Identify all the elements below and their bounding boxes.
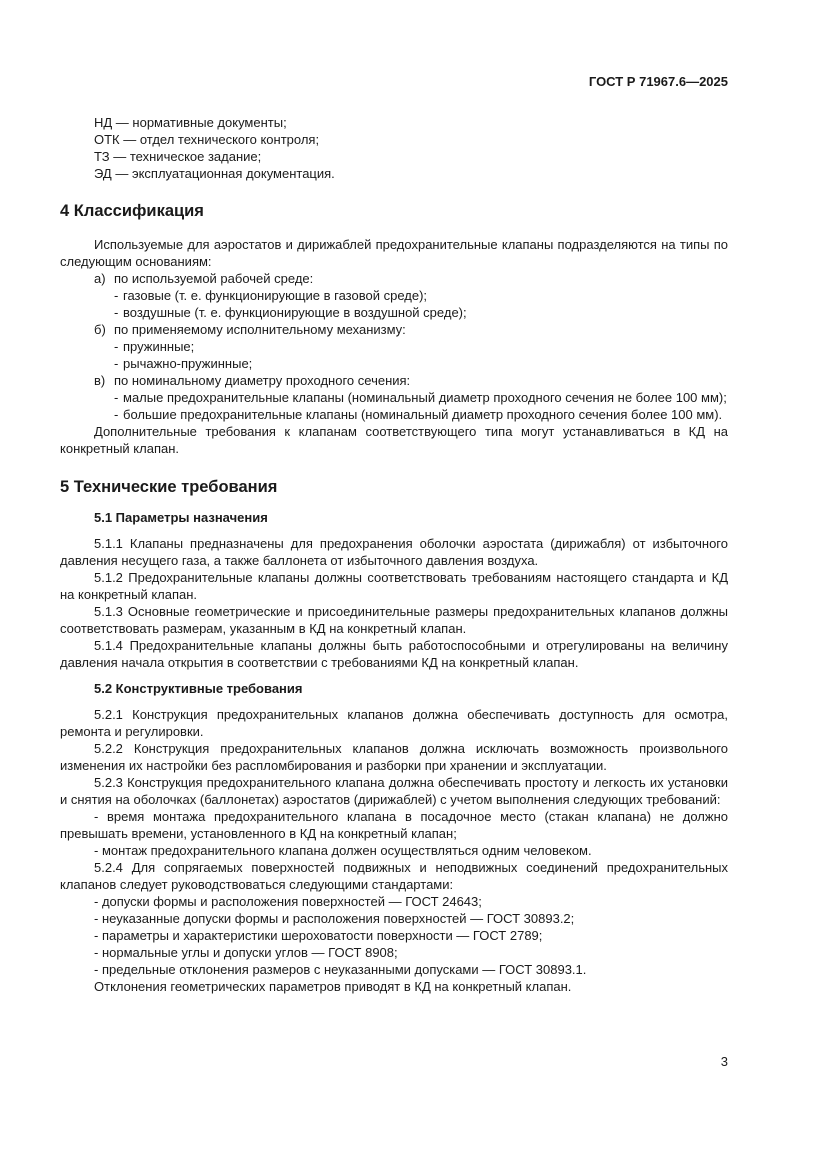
list-marker: в) <box>94 373 106 388</box>
list-item <box>60 355 728 372</box>
list-item: - монтаж предохранительного клапана должен осуществляться одним человеком. <box>94 843 592 858</box>
section-4-heading: 4 Классификация <box>60 202 204 220</box>
list-item: - неуказанные допуски формы и расположения поверхностей — ГОСТ 30893.2; <box>94 911 575 926</box>
paragraph-5-1-2: 5.1.2 Предохранительные клапаны должны соответствовать требованиям настоящего стандарта и КД на конкретный клапан. <box>60 570 728 602</box>
list-text: по используемой рабочей среде: <box>114 271 314 286</box>
dash-marker: - <box>114 407 119 422</box>
list-item: - нормальные углы и допуски углов — ГОСТ 8908; <box>94 945 398 960</box>
classification-a <box>60 270 728 287</box>
list-item <box>60 287 728 304</box>
list-text: рычажно-пружинные; <box>123 356 253 371</box>
paragraph-5-2-4: 5.2.4 Для сопрягаемых поверхностей подвижных и неподвижных соединений предохранительных клапанов следует руководствоваться следующими стандартами: <box>60 860 728 892</box>
paragraph-5-1-4: 5.1.4 Предохранительные клапаны должны быть работоспособными и отрегулированы на величину давления начала открытия в соответствии с требованиями КД на конкретный клапан. <box>60 638 728 670</box>
list-text: пружинные; <box>123 339 195 354</box>
list-item <box>60 389 728 406</box>
list-marker: а) <box>94 271 106 286</box>
list-item <box>60 304 728 321</box>
list-item: - время монтажа предохранительного клапана в посадочное место (стакан клапана) не должно превышать времени, установленного в КД на конкретный клапан; <box>60 809 728 841</box>
dash-marker: - <box>114 339 119 354</box>
dash-marker: - <box>114 390 119 405</box>
paragraph-5-1-1: 5.1.1 Клапаны предназначены для предохранения оболочки аэростата (дирижабля) от избыточного давления несущего газа, а также баллонета от избыточного давления воздуха. <box>60 536 728 568</box>
classification-b <box>60 321 728 338</box>
page-content <box>60 114 728 995</box>
document-code: ГОСТ Р 71967.6—2025 <box>588 74 728 89</box>
classification-c <box>60 372 728 389</box>
list-text: воздушные (т. е. функционирующие в воздушной среде); <box>123 305 467 320</box>
abbreviation-item: ОТК — отдел технического контроля; <box>94 132 320 147</box>
list-item <box>60 338 728 355</box>
section-4-intro: Используемые для аэростатов и дирижаблей предохранительные клапаны подразделяются на типы по следующим основаниям: <box>60 237 728 269</box>
subsection-5-2-heading: 5.2 Конструктивные требования <box>94 681 303 696</box>
list-item <box>60 406 728 423</box>
abbreviation-item: ЭД — эксплуатационная документация. <box>94 166 335 181</box>
list-text: газовые (т. е. функционирующие в газовой среде); <box>123 288 428 303</box>
abbreviation-list <box>60 114 728 182</box>
section-5-heading: 5 Технические требования <box>60 478 278 496</box>
paragraph-5-1-3: 5.1.3 Основные геометрические и присоединительные размеры предохранительных клапанов должны соответствовать размерам, указанным в КД на конкретный клапан. <box>60 604 728 636</box>
list-text: малые предохранительные клапаны (номинальный диаметр проходного сечения не более 100 мм); <box>123 390 727 405</box>
paragraph-5-2-3: 5.2.3 Конструкция предохранительного клапана должна обеспечивать простоту и легкость их установки и снятия на оболочках (баллонетах) аэростатов (дирижаблей) с учетом выполнения следующих требований: <box>60 775 728 807</box>
list-marker: б) <box>94 322 106 337</box>
abbreviation-item: ТЗ — техническое задание; <box>94 149 262 164</box>
abbreviation-item: НД — нормативные документы; <box>94 115 287 130</box>
list-item: - допуски формы и расположения поверхностей — ГОСТ 24643; <box>94 894 482 909</box>
dash-marker: - <box>114 356 119 371</box>
section-4-outro: Дополнительные требования к клапанам соответствующего типа могут устанавливаться в КД на конкретный клапан. <box>60 424 728 456</box>
dash-marker: - <box>114 288 119 303</box>
list-item: - предельные отклонения размеров с неуказанными допусками — ГОСТ 30893.1. <box>94 962 587 977</box>
dash-marker: - <box>114 305 119 320</box>
paragraph-5-2-1: 5.2.1 Конструкция предохранительных клапанов должна обеспечивать доступность для осмотра, ремонта и регулировки. <box>60 707 728 739</box>
list-item: - параметры и характеристики шероховатости поверхности — ГОСТ 2789; <box>94 928 543 943</box>
list-text: по применяемому исполнительному механизму: <box>114 322 406 337</box>
page-number: 3 <box>720 1054 728 1069</box>
list-text: по номинальному диаметру проходного сечения: <box>114 373 411 388</box>
list-text: большие предохранительные клапаны (номинальный диаметр проходного сечения более 100 мм). <box>123 407 723 422</box>
paragraph-5-2-2: 5.2.2 Конструкция предохранительных клапанов должна исключать возможность произвольного изменения их настройки без распломбирования и разборки при хранении и эксплуатации. <box>60 741 728 773</box>
paragraph-5-2-4-outro: Отклонения геометрических параметров приводят в КД на конкретный клапан. <box>94 979 572 994</box>
subsection-5-1-heading: 5.1 Параметры назначения <box>94 510 268 525</box>
